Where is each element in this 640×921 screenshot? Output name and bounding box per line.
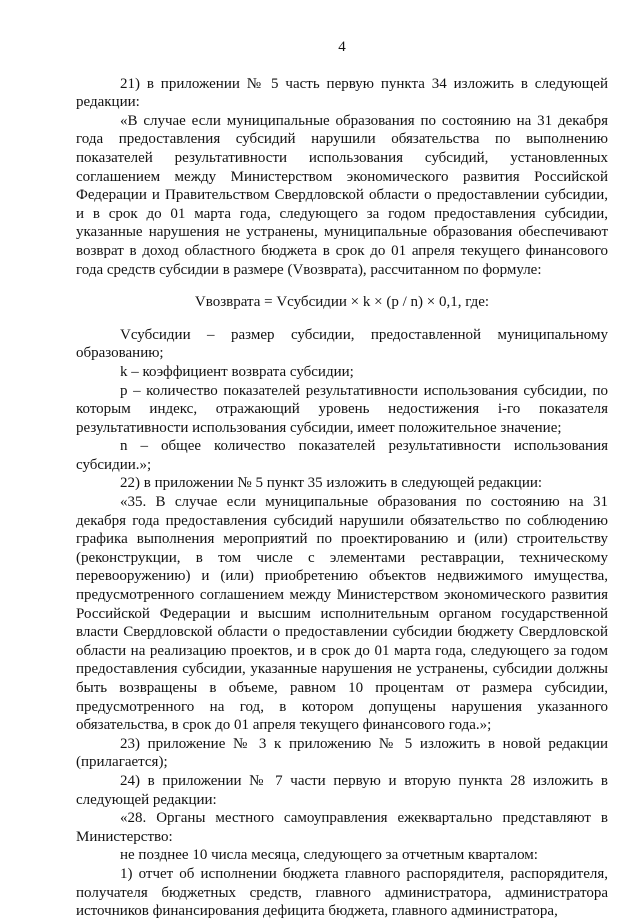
- formula: Vвозврата = Vсубсидии × k × (p / n) × 0,1, где:: [194, 294, 490, 311]
- paragraph-item-21-text: «В случае если муниципальные образования по состоянию на 31 декабря года предоставления субсидий нарушили обязательства по выполнению показателей результативности использования субсидий, установленных соглашением между Министерством экономического развития Российской Федерации и Правительством Свердловской области о предоставлении субсидии, и в срок до 01 марта года, следующего за годом предоставления субсидии, указанные нарушения не устранены, муниципальные образования обеспечивают возврат в доход областного бюджета в срок до 01 апреля текущего финансового года средств субсидии в размере (Vвозврата), рассчитанном по формуле:: [76, 112, 608, 278]
- paragraph-item-21: 21) в приложении № 5 часть первую пункта 34 изложить в следующей редакции:: [76, 75, 608, 111]
- paragraph-item-35-text: «35. В случае если муниципальные образования по состоянию на 31 декабря года предоставления субсидий нарушили обязательство по соблюдению графика выполнения мероприятий по проектированию и (или) строительству (реконструкции, в том числе с элементами реставрации, техническому перевооружению) и (или) приобретению объектов недвижимого имущества, предусмотренного соглашением между Министерством экономического развития Российской Федерации и высшим исполнительным органом государственной власти Свердловской области о предоставлении субсидии бюджету Свердловской области на реализацию проектов, и в срок до 01 марта года, следующего за годом предоставления субсидии, указанные нарушения не устранены, субсидии должны быть возвращены в объеме, равном 10 процентам от размера субсидии, предусмотренного на год, в котором допущены нарушения указанного обязательства, в срок до 01 апреля текущего финансового года.»;: [76, 494, 608, 734]
- definition-n: n – общее количество показателей результативности использования субсидии.»;: [76, 438, 608, 473]
- paragraph-item-23: 23) приложение № 3 к приложению № 5 изложить в новой редакции (прилагается);: [76, 735, 608, 771]
- paragraph-deadline: не позднее 10 числа месяца, следующего за отчетным кварталом:: [120, 847, 538, 864]
- definition-p: p – количество показателей результативности использования субсидии, по которым индекс, отражающий уровень недостижения i-го показателя результативности использования субсидии, имеет положительное значение;: [76, 382, 608, 436]
- definition-k: k – коэффициент возврата субсидии;: [120, 363, 354, 380]
- paragraph-report-1: 1) отчет об исполнении бюджета главного распорядителя, распорядителя, получателя бюджетных средств, главного администратора, администратора источников финансирования дефицита бюджета, главного администратора,: [76, 865, 608, 920]
- definition-v-subsidy: Vсубсидии – размер субсидии, предоставленной муниципальному образованию;: [76, 326, 608, 362]
- document-page: [76, 38, 608, 921]
- paragraph-item-28-text: «28. Органы местного самоуправления ежеквартально представляют в Министерство:: [76, 810, 608, 845]
- paragraph-item-24: 24) в приложении № 7 части первую и вторую пункта 28 изложить в следующей редакции:: [76, 772, 608, 808]
- paragraph-item-22: 22) в приложении № 5 пункт 35 изложить в следующей редакции:: [120, 475, 543, 492]
- page-number: 4: [338, 39, 346, 55]
